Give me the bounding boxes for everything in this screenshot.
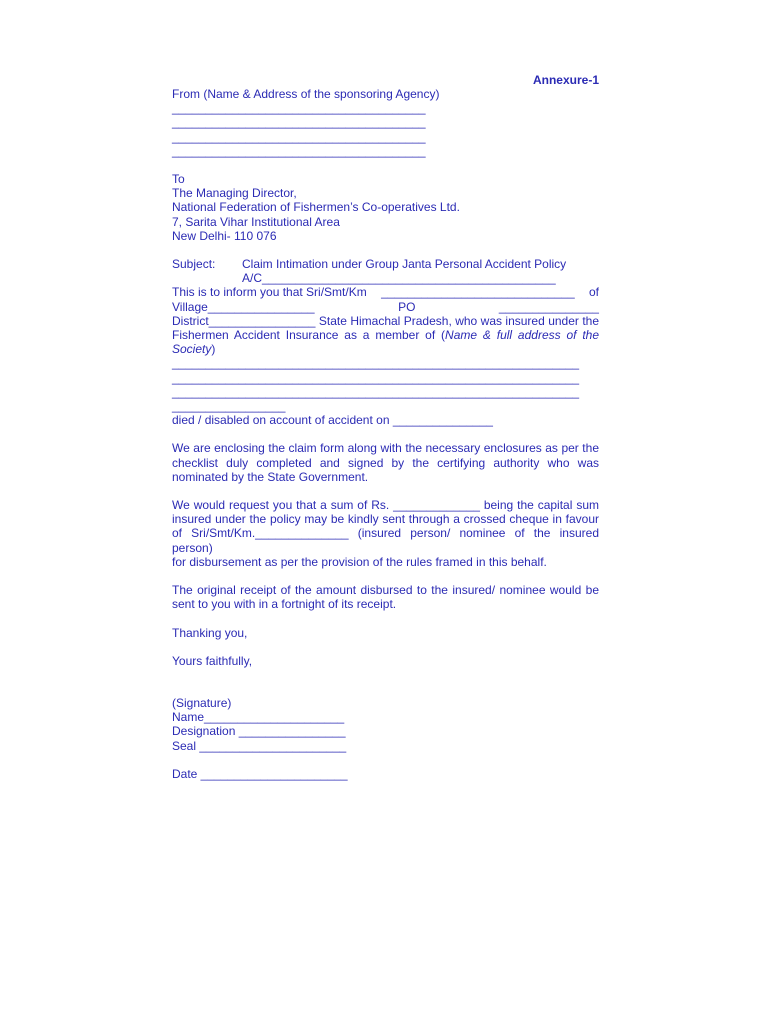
letter-body	[172, 73, 599, 781]
recipient-title: The Managing Director,	[172, 186, 297, 201]
society-close: )	[211, 342, 216, 357]
annexure-heading: Annexure-1	[532, 73, 599, 87]
signature-label: (Signature)	[172, 695, 232, 710]
society-line-2	[172, 342, 599, 356]
request-paragraph-end: for disbursement as per the provision of the rules framed in this behalf.	[172, 554, 547, 569]
designation-field: Designation ________________	[172, 724, 346, 739]
society-line	[172, 328, 599, 342]
inform-text: This is to inform you that Sri/Smt/Km	[172, 285, 367, 300]
inform-line	[172, 285, 599, 299]
date-field: Date ______________________	[172, 766, 348, 781]
village-line	[172, 300, 599, 314]
enclosing-paragraph: We are enclosing the claim form along with the necessary enclosures as per the checklist duly completed and signed by the certifying authority who was nominated by the State Government.	[172, 441, 599, 484]
society-blank-2: _____________________________________________________________	[172, 370, 580, 385]
from-label: From (Name & Address of the sponsoring Agency)	[172, 87, 440, 101]
po-label: PO	[398, 299, 416, 314]
subject-label: Subject:	[172, 257, 216, 272]
from-line-2: ______________________________________	[172, 115, 426, 130]
fishermen-text: Fishermen Accident Insurance as a member of (	[172, 328, 446, 343]
inform-of: of	[588, 285, 599, 300]
policy-ac-line: A/C____________________________________________	[242, 271, 556, 286]
recipient-address-1: 7, Sarita Vihar Institutional Area	[172, 214, 340, 229]
name-field: Name_____________________	[172, 710, 345, 725]
from-line-4: ______________________________________	[172, 143, 426, 158]
inform-blank: _____________________________	[381, 285, 575, 300]
died-line: died / disabled on account of accident on _______________	[172, 413, 493, 428]
society-italic-1: Name & full address of the	[445, 328, 599, 343]
district-line: District________________ State Himachal Pradesh, who was insured under the	[172, 313, 599, 328]
society-blank-3: _____________________________________________________________	[172, 384, 580, 399]
subject-row	[172, 257, 599, 271]
society-blank-4: _________________	[172, 399, 286, 414]
village-field: Village________________	[172, 299, 315, 314]
from-line-3: ______________________________________	[172, 129, 426, 144]
to-label: To	[172, 172, 185, 187]
receipt-paragraph: The original receipt of the amount disbursed to the insured/ nominee would be sent to you with in a fortnight of its receipt.	[172, 583, 599, 612]
recipient-address-2: New Delhi- 110 076	[172, 228, 277, 243]
po-field: _______________	[498, 299, 599, 314]
from-line-1: ______________________________________	[172, 101, 426, 116]
closing-text: Yours faithfully,	[172, 653, 253, 668]
society-italic-2: Society	[172, 342, 212, 357]
request-paragraph: We would request you that a sum of Rs. _____________ being the capital sum insured under the policy may be kindly sent through a crossed cheque in favour of Sri/Smt/Km.______________ (insured person/ nominee of the insured person)	[172, 498, 599, 555]
recipient-organization: National Federation of Fishermen’s Co-operatives Ltd.	[172, 200, 460, 215]
seal-field: Seal ______________________	[172, 738, 347, 753]
society-blank-1: _____________________________________________________________	[172, 356, 580, 371]
thanking-text: Thanking you,	[172, 625, 248, 640]
subject-text: Claim Intimation under Group Janta Personal Accident Policy	[242, 257, 567, 272]
